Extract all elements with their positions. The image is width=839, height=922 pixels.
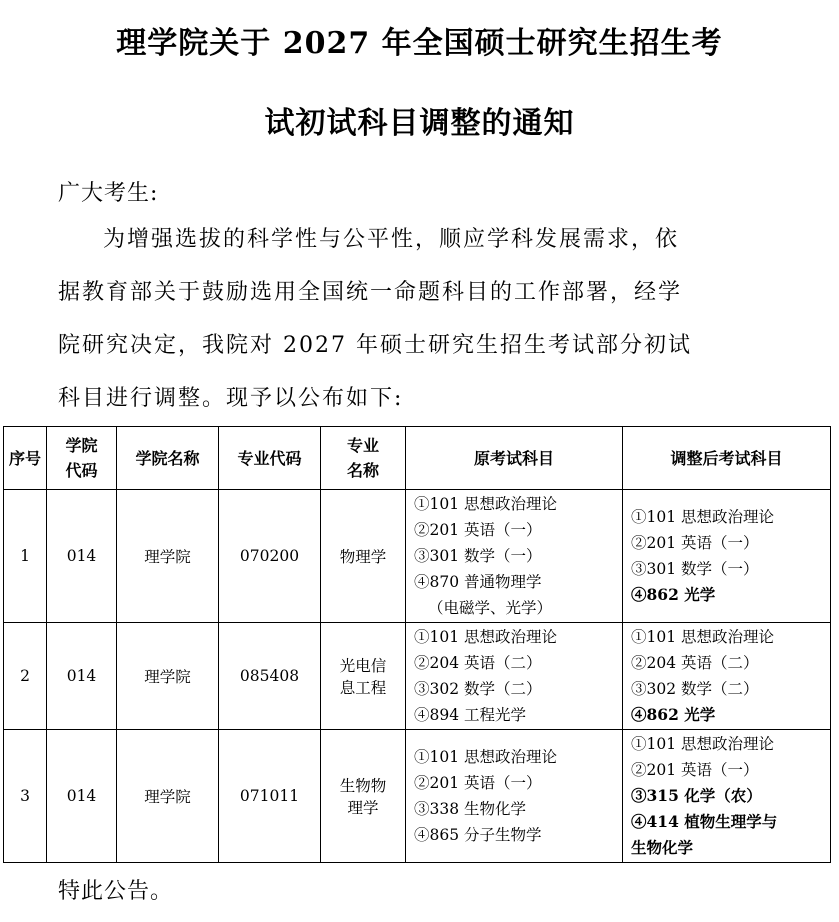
cell-school-name: 理学院 (117, 490, 219, 623)
header-major-name-a: 专业 (346, 436, 379, 455)
cell-school-code: 014 (47, 490, 117, 623)
cell-school-name: 理学院 (117, 623, 219, 730)
subject-item-changed: ④862 光学 (631, 705, 716, 724)
cell-school-name: 理学院 (117, 730, 219, 863)
header-adjusted-subjects: 调整后考试科目 (623, 427, 831, 490)
header-school-code-b: 代码 (65, 461, 98, 480)
table-row (4, 623, 831, 730)
cell-seq: 2 (4, 623, 47, 730)
subject-item: ③338 生物化学 (414, 800, 527, 818)
subject-item: ③302 数学（二） (414, 680, 542, 698)
subject-item-changed: 生物化学 (631, 838, 694, 857)
title-line-2: 试初试科目调整的通知 (264, 106, 575, 141)
subject-item: ①101 思想政治理论 (414, 748, 558, 766)
major-name-a: 物理学 (339, 548, 387, 566)
header-seq: 序号 (4, 427, 47, 490)
subject-item: ④865 分子生物学 (414, 826, 542, 844)
cell-seq: 3 (4, 730, 47, 863)
cell-major-name (321, 490, 406, 623)
cell-adjusted-subjects (623, 730, 831, 863)
subject-item: ②201 英语（一） (631, 761, 759, 779)
subject-item-changed: ④862 光学 (631, 585, 716, 604)
cell-major-name (321, 730, 406, 863)
subject-item-changed: ③315 化学（农） (631, 786, 762, 805)
subject-item: ②204 英语（二） (631, 654, 759, 672)
header-school-code (47, 427, 117, 490)
major-name-b: 息工程 (339, 679, 387, 697)
subject-item: ②201 英语（一） (414, 774, 542, 792)
cell-original-subjects (406, 730, 623, 863)
header-major-code: 专业代码 (219, 427, 321, 490)
cell-school-code: 014 (47, 623, 117, 730)
body-line: 据教育部关于鼓励选用全国统一命题科目的工作部署，经学 (58, 280, 683, 305)
header-school-name: 学院名称 (117, 427, 219, 490)
subject-item: ①101 思想政治理论 (631, 735, 775, 753)
subject-item: ③302 数学（二） (631, 680, 759, 698)
closing-text: 特此公告。 (58, 879, 174, 904)
header-school-code-a: 学院 (65, 436, 98, 455)
subject-item: ③301 数学（一） (414, 547, 542, 565)
table-header-row (4, 427, 831, 490)
subject-item: ①101 思想政治理论 (414, 628, 558, 646)
subject-item-changed: ④414 植物生理学与 (631, 812, 778, 831)
table-row (4, 730, 831, 863)
body-line: 院研究决定，我院对 2027 年硕士研究生招生考试部分初试 (58, 333, 692, 358)
body-line: 科目进行调整。现予以公布如下: (58, 386, 404, 411)
cell-original-subjects (406, 623, 623, 730)
major-name-a: 生物物 (339, 777, 387, 795)
title-line-1: 理学院关于 2027 年全国硕士研究生招生考 (116, 26, 723, 61)
header-original-subjects: 原考试科目 (406, 427, 623, 490)
subject-table (3, 426, 831, 863)
cell-original-subjects (406, 490, 623, 623)
cell-major-code: 070200 (219, 490, 321, 623)
subject-item: ②201 英语（一） (631, 534, 759, 552)
major-name-b: 理学 (347, 799, 379, 817)
subject-item: ③301 数学（一） (631, 560, 759, 578)
subject-item: ①101 思想政治理论 (631, 628, 775, 646)
table-row (4, 490, 831, 623)
subject-item: （电磁学、光学） (428, 599, 553, 617)
cell-major-name (321, 623, 406, 730)
subject-item: ②201 英语（一） (414, 521, 542, 539)
greeting: 广大考生: (58, 181, 159, 206)
subject-item: ④870 普通物理学 (414, 573, 542, 591)
header-major-name (321, 427, 406, 490)
cell-adjusted-subjects (623, 623, 831, 730)
cell-adjusted-subjects (623, 490, 831, 623)
cell-seq: 1 (4, 490, 47, 623)
body-line: 为增强选拔的科学性与公平性，顺应学科发展需求，依 (103, 227, 680, 252)
subject-item: ④894 工程光学 (414, 706, 527, 724)
body-paragraph (58, 226, 778, 438)
cell-major-code: 085408 (219, 623, 321, 730)
major-name-a: 光电信 (339, 657, 387, 675)
subject-item: ①101 思想政治理论 (414, 495, 558, 513)
subject-item: ①101 思想政治理论 (631, 508, 775, 526)
cell-school-code: 014 (47, 730, 117, 863)
header-major-name-b: 名称 (346, 461, 379, 480)
cell-major-code: 071011 (219, 730, 321, 863)
subject-item: ②204 英语（二） (414, 654, 542, 672)
